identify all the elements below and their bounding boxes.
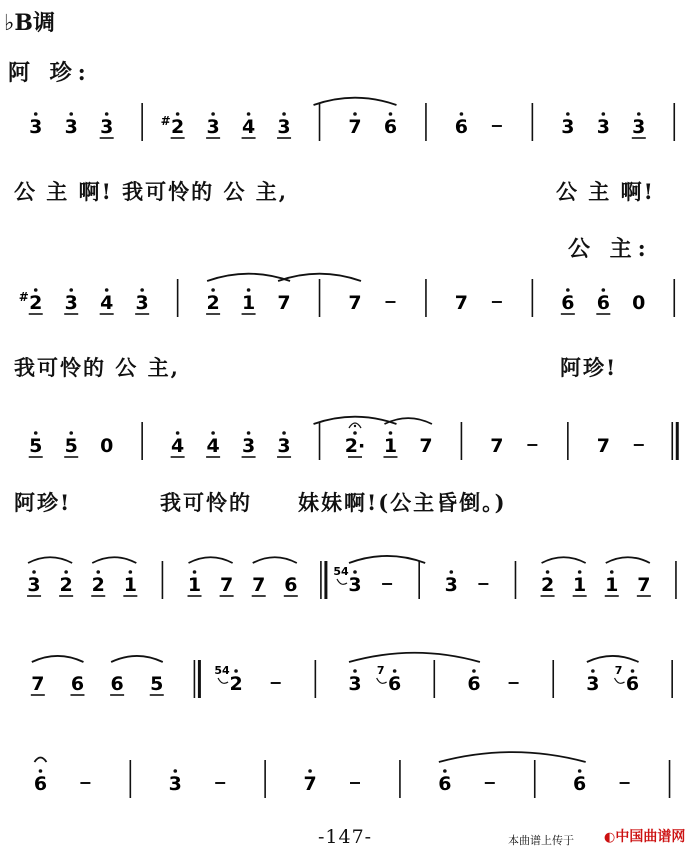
note-digit: 4 (241, 116, 256, 138)
note-digit: 6 (438, 773, 452, 795)
note-digit: 6 (467, 673, 481, 695)
site-logo (604, 826, 685, 846)
octave-dot (105, 288, 109, 292)
note-digit: 3 (241, 435, 256, 457)
slur (111, 656, 163, 662)
note-digit: 0 (100, 435, 114, 457)
note-digit: 3 (64, 292, 78, 314)
octave-dot (69, 288, 73, 292)
note-digit: 3 (277, 116, 291, 138)
note-digit: 4 (100, 292, 114, 314)
note-digit: 6 (284, 574, 298, 596)
singer-label-azhen: 阿 珍: (8, 60, 92, 86)
note-digit: 3 (100, 116, 114, 138)
logo-icon: ◐ (604, 830, 616, 845)
octave-dot (610, 570, 614, 574)
key-signature: ♭B调 (4, 10, 55, 36)
octave-dot (566, 112, 570, 116)
note-digit: 3 (27, 574, 41, 596)
note-digit: 5 (64, 435, 78, 457)
octave-dot (39, 769, 43, 773)
note-digit: 1 (605, 574, 619, 596)
note-digit: 3 (348, 673, 362, 695)
note-digit: 3 (135, 292, 149, 314)
note-digit: 3 (348, 574, 362, 596)
note-digit: 1 (241, 292, 256, 314)
octave-dot (69, 112, 73, 116)
note-digit: 7 (454, 292, 469, 314)
note-digit: 3 (168, 773, 182, 795)
slur (439, 752, 586, 762)
octave-dot (449, 570, 453, 574)
octave-dot (472, 669, 476, 673)
octave-dot (64, 570, 68, 574)
note-digit: 2 (171, 116, 185, 138)
grace-slur (377, 678, 387, 683)
slur (34, 758, 46, 762)
note-digit: 3 (277, 435, 291, 457)
note-digit: 7 (637, 574, 651, 596)
grace-note: 7 (614, 664, 623, 677)
note-digit: 3 (632, 116, 646, 138)
grace-note: 7 (376, 664, 385, 677)
lyric-row3-a: 阿珍! (14, 490, 72, 515)
note-digit: 3 (206, 116, 220, 138)
octave-dot (129, 570, 133, 574)
octave-dot (247, 431, 251, 435)
note-digit: 6 (110, 673, 124, 695)
grace-note: 54 (214, 664, 230, 677)
note-digit: 7 (31, 673, 45, 695)
fermata-dot (354, 425, 356, 427)
note-digit: 1 (383, 435, 398, 457)
note-digit: 3 (444, 574, 458, 596)
octave-dot (193, 570, 197, 574)
note-digit: 3 (64, 116, 78, 138)
grace-slur (337, 579, 347, 584)
footer-upload-note: 本曲谱上传于 (508, 834, 574, 847)
octave-dot (353, 570, 357, 574)
note-digit: 6 (625, 673, 640, 695)
slur (207, 274, 290, 281)
accidental: # (18, 290, 29, 304)
page-number: -147- (318, 826, 373, 848)
slur (606, 557, 650, 563)
octave-dot (96, 570, 100, 574)
note-digit: 2 (59, 574, 73, 596)
lyric-row2-a: 我可怜的 公 主, (14, 355, 180, 380)
note-digit: 2 (540, 574, 555, 596)
octave-dot (353, 431, 357, 435)
octave-dot (34, 112, 38, 116)
slur (587, 656, 639, 662)
slur (542, 557, 586, 563)
note-digit: 5 (150, 673, 164, 695)
slur (32, 656, 84, 662)
grace-slur (218, 678, 228, 683)
accidental: # (160, 114, 171, 128)
octave-dot (631, 669, 635, 673)
octave-dot (211, 431, 215, 435)
lyric-row3-c: 妹妹啊!(公主昏倒。) (298, 490, 507, 515)
octave-dot (637, 112, 641, 116)
note-digit: 1 (187, 574, 202, 596)
octave-dot (173, 769, 177, 773)
octave-dot (591, 669, 595, 673)
slur (349, 556, 425, 563)
octave-dot (578, 570, 582, 574)
note-digit: 6 (573, 773, 587, 795)
octave-dot (308, 769, 312, 773)
octave-dot (353, 669, 357, 673)
lyric-row3-b: 我可怜的 (160, 490, 252, 515)
note-digit: 7 (348, 292, 362, 314)
octave-dot (234, 669, 238, 673)
singer-label-princess: 公 主: (568, 236, 652, 262)
note-digit: 2 (229, 673, 243, 695)
note-digit: 7 (419, 435, 433, 457)
note-digit: 2 (206, 292, 220, 314)
octave-dot (282, 112, 286, 116)
octave-dot (393, 669, 397, 673)
note-digit: 3 (596, 116, 610, 138)
octave-dot (247, 112, 251, 116)
note-digit: 7 (596, 435, 610, 457)
note-digit: 7 (277, 292, 291, 314)
octave-dot (546, 570, 550, 574)
note-digit: 7 (252, 574, 266, 596)
octave-dot (32, 570, 36, 574)
note-digit: 4 (206, 435, 220, 457)
note-digit: 5 (29, 435, 43, 457)
octave-dot (602, 288, 606, 292)
octave-dot (602, 112, 606, 116)
octave-dot (389, 112, 393, 116)
slur (314, 98, 397, 105)
octave-dot (176, 112, 180, 116)
octave-dot (566, 288, 570, 292)
note-digit: 6 (70, 673, 85, 695)
slur (189, 557, 233, 563)
lyric-row1-a: 公 主 啊! 我可怜的 公 主, (14, 179, 289, 204)
octave-dot (69, 431, 73, 435)
slur (253, 557, 297, 563)
grace-note: 54 (333, 565, 349, 578)
note-digit: 2 (29, 292, 43, 314)
octave-dot (211, 288, 215, 292)
note-digit: 6 (596, 292, 610, 314)
note-digit: 6 (388, 673, 402, 695)
octave-dot (389, 431, 393, 435)
note-digit: 2 (91, 574, 105, 596)
note-digit: 7 (220, 574, 234, 596)
note-digit: 1 (123, 574, 137, 596)
octave-dot (140, 288, 144, 292)
note-digit: 1 (573, 574, 587, 596)
note-digit: 7 (348, 116, 362, 138)
slur (92, 557, 136, 563)
note-digit: 6 (383, 116, 398, 138)
note-digit: 4 (171, 435, 185, 457)
note-digit: 3 (561, 116, 575, 138)
lyric-row2-b: 阿珍! (560, 355, 618, 380)
note-digit: 2· (344, 435, 366, 457)
octave-dot (176, 431, 180, 435)
octave-dot (460, 112, 464, 116)
octave-dot (211, 112, 215, 116)
octave-dot (34, 288, 38, 292)
octave-dot (443, 769, 447, 773)
note-digit: 0 (632, 292, 646, 314)
octave-dot (247, 288, 251, 292)
note-digit: 3 (586, 673, 600, 695)
octave-dot (282, 431, 286, 435)
octave-dot (578, 769, 582, 773)
octave-dot (34, 431, 38, 435)
slur (349, 653, 480, 662)
note-digit: 7 (490, 435, 504, 457)
note-digit: 3 (29, 116, 43, 138)
note-digit: 6 (33, 773, 48, 795)
grace-slur (615, 678, 625, 683)
octave-dot (105, 112, 109, 116)
note-digit: 6 (561, 292, 575, 314)
lyric-row1-b: 公 主 啊! (556, 179, 655, 204)
note-digit: 6 (454, 116, 469, 138)
slur (28, 557, 72, 563)
site-name: 中国曲谱网 (615, 829, 686, 845)
octave-dot (353, 112, 357, 116)
note-digit: 7 (303, 773, 317, 795)
